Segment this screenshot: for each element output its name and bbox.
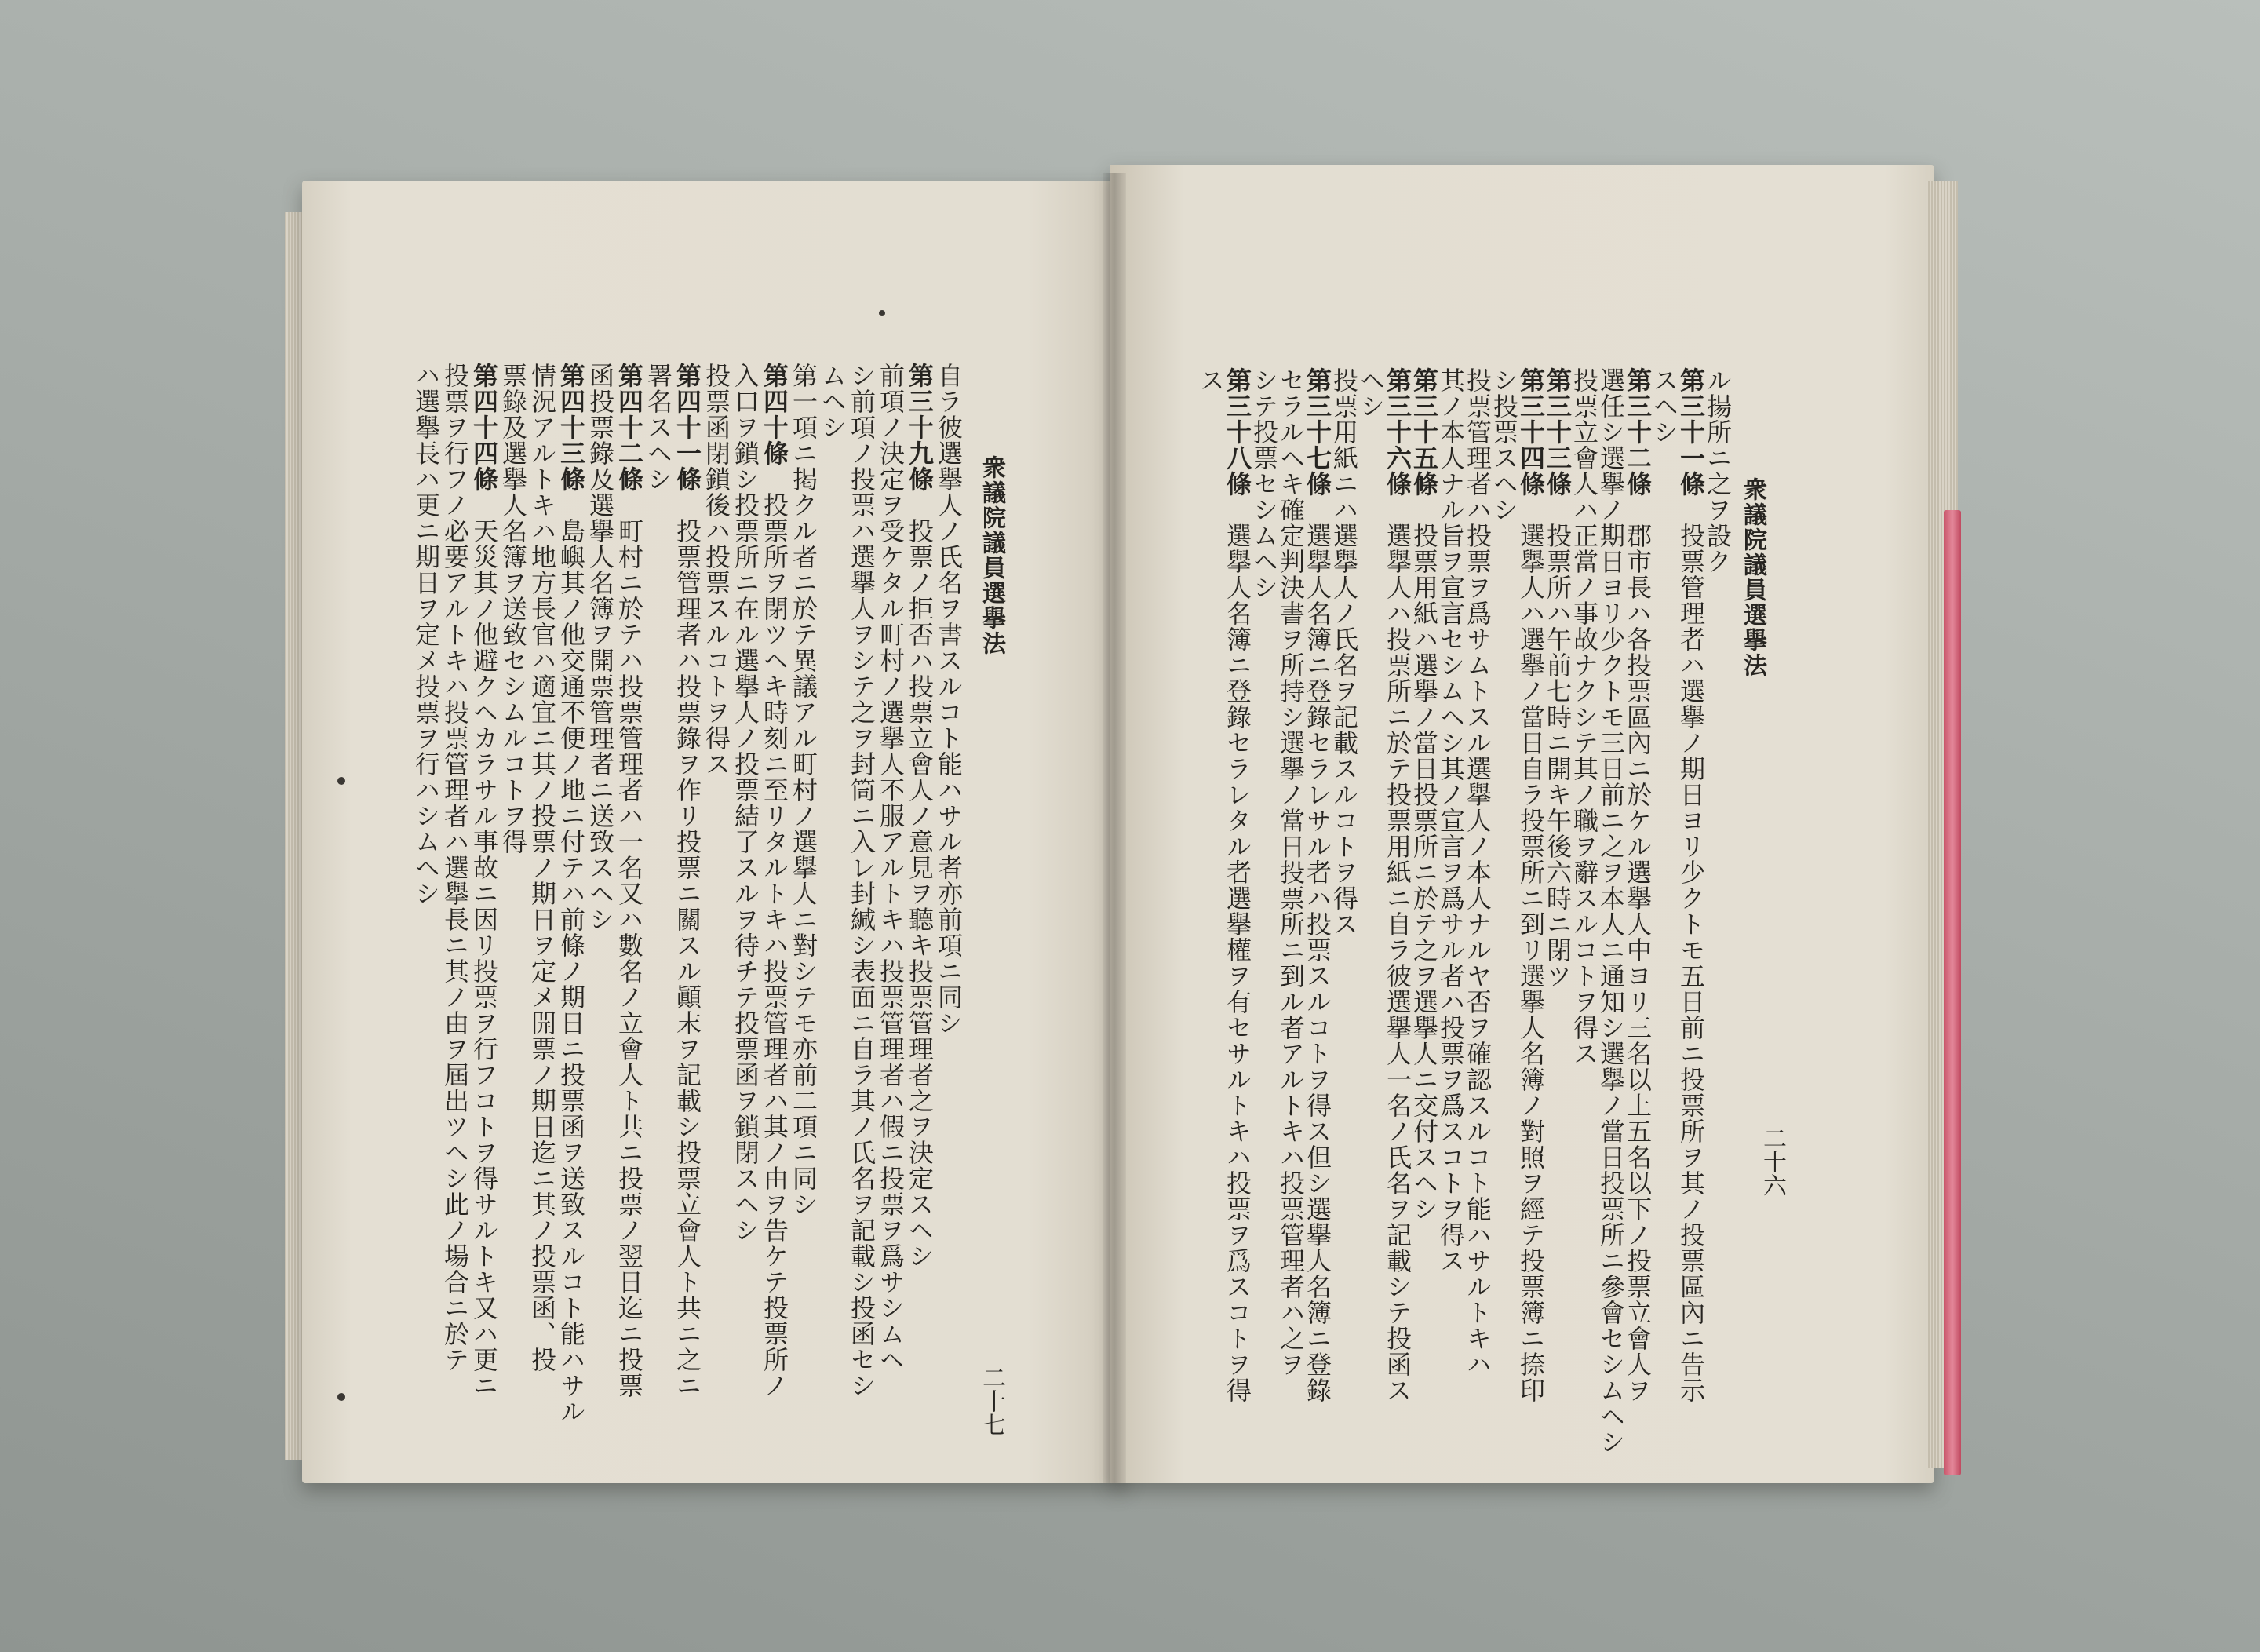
right-page-header: 衆議院議員選擧法	[1739, 477, 1766, 678]
article-number: 第三十一條	[1676, 367, 1706, 497]
article-number: 第四十條	[760, 363, 789, 466]
text-column	[1518, 367, 1544, 1403]
text-column	[675, 363, 700, 1399]
text-column	[876, 363, 906, 1373]
open-book	[279, 165, 1958, 1499]
text-column	[1385, 367, 1410, 1403]
article-text: 自ラ彼選擧人ノ氏名ヲ書スルコト能ハサル者亦前項ニ同シ	[934, 363, 964, 1036]
article-text: 選擧人ハ投票所ニ於テ投票用紙ニ自ラ彼選擧人一名ノ氏名ヲ記載シテ投函ス	[1383, 523, 1412, 1403]
text-column	[1598, 367, 1624, 1455]
article-text: ル揚所ニ之ヲ設ク	[1703, 367, 1733, 574]
text-column	[1623, 367, 1653, 1403]
article-text: 投票用紙ハ選擧ノ當日投票所ニ於テ之ヲ選擧人ニ交付スヘシ	[1409, 523, 1439, 1222]
article-text: 町村ニ於テハ投票管理者ハ一名又ハ數名ノ立會人ト共ニ投票ノ翌日迄ニ投票	[614, 518, 644, 1399]
ribbon-bookmark	[1944, 510, 1961, 1475]
text-column	[1409, 367, 1439, 1222]
text-column	[585, 363, 615, 932]
text-column	[1543, 367, 1573, 989]
article-text: 其ノ本人ナル旨ヲ宣言セシムヘシ其ノ宣言ヲ爲サル者ハ投票ヲ爲スコトヲ得ス	[1436, 367, 1466, 1274]
article-number: 第三十四條	[1516, 367, 1546, 497]
text-column	[791, 363, 816, 1217]
article-number: 第三十五條	[1409, 367, 1439, 497]
text-column	[733, 363, 758, 1243]
article-text: ハ選擧長ハ更ニ期日ヲ定メ投票ヲ行ハシムヘシ	[411, 363, 441, 906]
text-column	[1225, 367, 1250, 1403]
right-page	[1110, 165, 1934, 1483]
article-text: 投票函閉鎖後ハ投票スルコトヲ得ス	[702, 363, 731, 777]
article-text: 島嶼其ノ他交通不便ノ地ニ付テハ前條ノ期日ニ投票函ヲ送致スルコト能ハサル	[556, 518, 586, 1424]
article-number: 第三十三條	[1543, 367, 1573, 497]
text-column	[762, 363, 787, 1399]
article-text: 署名スヘシ	[643, 363, 673, 492]
left-page-header: 衆議院議員選擧法	[978, 455, 1005, 656]
text-column	[498, 363, 528, 855]
text-column	[1276, 367, 1306, 1377]
article-number: 第四十一條	[673, 363, 702, 492]
text-column	[1649, 367, 1679, 445]
article-text: 選擧人名簿ニ登錄セラレタル者選擧權ヲ有セサルトキハ投票ヲ爲スコトヲ得	[1223, 523, 1252, 1403]
right-page-number: 二十六	[1759, 1126, 1786, 1197]
article-number: 第四十三條	[556, 363, 586, 492]
text-column	[411, 363, 441, 906]
text-column	[934, 363, 964, 1036]
text-column	[1356, 367, 1386, 419]
article-text: 情況アルトキハ地方長官ハ適宜ニ其ノ投票ノ期日ヲ定メ開票ノ期日迄ニ其ノ投票函、投	[527, 363, 557, 1373]
text-column	[905, 363, 935, 1269]
article-text: 郡市長ハ各投票區內ニ於ケル選擧人中ヨリ三名以上五名以下ノ投票立會人ヲ	[1623, 523, 1653, 1403]
article-number: 第三十九條	[905, 363, 935, 492]
article-number: 第三十六條	[1383, 367, 1412, 497]
text-column	[614, 363, 644, 1399]
article-text: 選擧人名簿ニ登錄セラレサル者ハ投票スルコトヲ得ス但シ選擧人名簿ニ登錄	[1303, 523, 1332, 1403]
article-text: 投票ヲ行フノ必要アルトキハ投票管理者ハ選擧長ニ其ノ由ヲ屆出ツヘシ此ノ場合ニ於テ	[440, 363, 470, 1373]
text-column	[847, 363, 877, 1399]
article-number: 第四十二條	[614, 363, 644, 492]
article-text: 入口ヲ鎖シ投票所ニ在ル選擧人ノ投票結了スルヲ待チテ投票函ヲ鎖閉スヘシ	[731, 363, 760, 1243]
article-number: 第四十四條	[469, 363, 499, 492]
article-text: 選擧人ハ選擧ノ當日自ラ投票所ニ到リ選擧人名簿ノ對照ヲ經テ投票簿ニ捺印	[1516, 523, 1546, 1403]
article-text: シテ投票セシムヘシ	[1249, 367, 1279, 600]
article-text: スヘシ	[1649, 367, 1679, 445]
article-text: 投票管理者ハ選擧ノ期日ヨリ少クトモ五日前ニ投票所ヲ其ノ投票區內ニ告示	[1676, 523, 1706, 1403]
text-column	[1463, 367, 1493, 1377]
text-column	[1438, 367, 1464, 1274]
left-page	[302, 181, 1126, 1483]
binding-hole	[337, 777, 345, 785]
text-column	[704, 363, 729, 777]
text-column	[1703, 367, 1733, 574]
article-text: 投票ノ拒否ハ投票立會人ノ意見ヲ聽キ投票管理者之ヲ決定スヘシ	[905, 518, 935, 1269]
article-text: 投票所ヲ閉ツヘキ時刻ニ至リタルトキハ投票管理者ハ其ノ由ヲ告ケテ投票所ノ	[760, 492, 789, 1399]
page-speck	[879, 310, 885, 316]
article-number: 第三十八條	[1223, 367, 1252, 497]
article-text: ムヘシ	[818, 363, 848, 440]
text-column	[1196, 367, 1226, 393]
article-text: シ投票スヘシ	[1489, 367, 1519, 523]
article-text: 投票管理者ハ投票錄ヲ作リ投票ニ關スル顚末ヲ記載シ投票立會人ト共ニ之ニ	[673, 518, 702, 1399]
text-column	[1569, 367, 1599, 1067]
article-text: ヘシ	[1356, 367, 1386, 419]
article-text: 天災其ノ他避クヘカラサル事故ニ因リ投票ヲ行フコトヲ得サルトキ又ハ更ニ	[469, 518, 499, 1399]
article-text: ス	[1196, 367, 1226, 393]
text-column	[1676, 367, 1706, 1403]
text-column	[1305, 367, 1330, 1403]
article-text: 函投票錄及選擧人名簿ヲ開票管理者ニ送致スヘシ	[585, 363, 615, 932]
text-column	[643, 363, 673, 492]
binding-hole	[337, 1393, 345, 1401]
left-page-number: 二十七	[978, 1366, 1005, 1436]
article-text: 投票管理者ハ投票ヲ爲サムトスル選擧人ノ本人ナルヤ否ヲ確認スルコト能ハサルトキハ	[1463, 367, 1493, 1377]
article-number: 第三十七條	[1303, 367, 1332, 497]
article-number: 第三十二條	[1623, 367, 1653, 497]
article-text: 前項ノ決定ヲ受ケタル町村ノ選擧人不服アルトキハ投票管理者ハ假ニ投票ヲ爲サシムヘ	[876, 363, 906, 1373]
book-gutter	[1103, 173, 1126, 1483]
article-text: 第一項ニ掲クル者ニ於テ異議アル町村ノ選擧人ニ對シテモ亦前二項ニ同シ	[789, 363, 818, 1217]
article-text: セラルヘキ確定判決書ヲ所持シ選擧ノ當日投票所ニ到ル者アルトキハ投票管理者ハ之ヲ	[1276, 367, 1306, 1377]
text-column	[440, 363, 470, 1373]
text-column	[556, 363, 586, 1424]
article-text: 票錄及選擧人名簿ヲ送致セシムルコトヲ得	[498, 363, 528, 855]
article-text: 投票立會人ハ正當ノ事故ナクシテ其ノ職ヲ辭スルコトヲ得ス	[1569, 367, 1599, 1067]
text-column	[1249, 367, 1279, 600]
article-text: 選任シ選擧ノ期日ヨリ少クトモ三日前ニ之ヲ本人ニ通知シ選擧ノ當日投票所ニ參會セシムヘシ	[1596, 367, 1626, 1455]
text-column	[818, 363, 848, 440]
text-column	[1489, 367, 1519, 523]
text-column	[527, 363, 557, 1373]
article-text: シ前項ノ投票ハ選擧人ヲシテ之ヲ封筒ニ入レ封緘シ表面ニ自ラ其ノ氏名ヲ記載シ投函セシ	[847, 363, 877, 1399]
text-column	[469, 363, 499, 1399]
text-column	[1329, 367, 1359, 937]
article-text: 投票所ハ午前七時ニ開キ午後六時ニ閉ツ	[1543, 523, 1573, 989]
article-text: 投票用紙ニハ選擧人ノ氏名ヲ記載スルコトヲ得ス	[1329, 367, 1359, 937]
